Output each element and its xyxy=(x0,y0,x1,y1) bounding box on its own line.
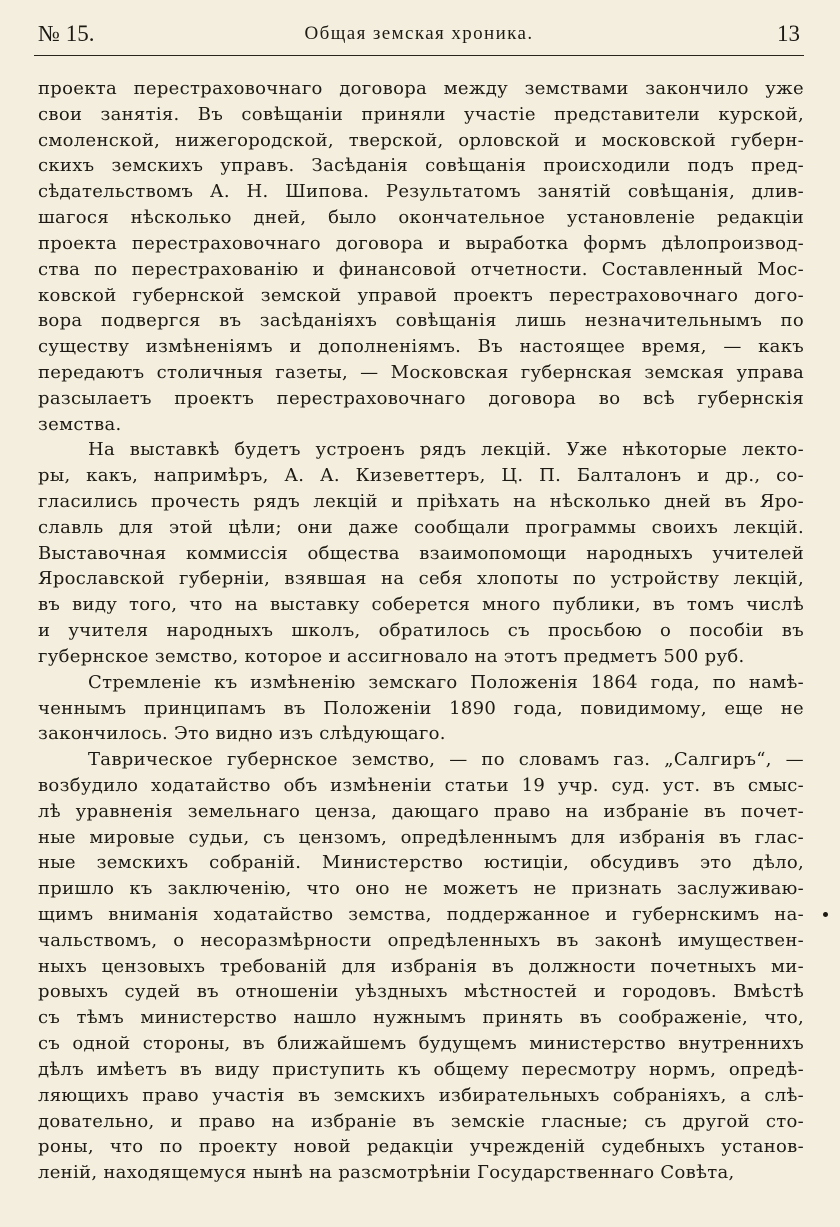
text-line: сѣдательствомъ А. Н. Шипова. Результатомъ занятій совѣщанія, длив- xyxy=(38,181,804,203)
text-line: дѣлъ имѣетъ въ виду приступить къ общему пересмотру нормъ, опредѣ- xyxy=(38,1058,804,1080)
text-line: Стремленіе къ измѣненію земскаго Положенія 1864 года, по намѣ- xyxy=(88,671,804,693)
text-line: земства. xyxy=(38,413,122,435)
text-line: существу измѣненіямъ и дополненіямъ. Въ настоящее время, — какъ xyxy=(38,336,804,358)
text-line: смоленской, нижегородской, тверской, орловской и московской губерн- xyxy=(38,129,804,151)
text-line: ныхъ цензовыхъ требованій для избранія въ должности почетныхъ ми- xyxy=(38,955,804,977)
text-line: щимъ вниманія ходатайство земства, поддержанное и губернскимъ на- xyxy=(38,904,804,925)
text-line: разсылаетъ проектъ перестраховочнаго договора во всѣ губернскія xyxy=(38,387,804,409)
text-line: ковской губернской земской управой проектъ перестраховочнаго дого- xyxy=(38,284,804,306)
text-line: ры, какъ, напримѣръ, А. А. Кизеветтеръ, Ц. П. Балталонъ и др., со- xyxy=(38,465,804,487)
running-header xyxy=(38,14,800,54)
text-line: въ виду того, что на выставку соберется много публики, въ томъ числѣ xyxy=(38,594,804,616)
text-line: скихъ земскихъ управъ. Засѣданія совѣщанія происходили подъ пред- xyxy=(38,155,804,177)
text-line: съ тѣмъ министерство нашло нужнымъ принять въ соображеніе, что, xyxy=(38,1007,804,1029)
margin-mark xyxy=(823,912,828,917)
text-line: леній, находящемуся нынѣ на разсмотрѣніи Государственнаго Совѣта, xyxy=(38,1162,735,1184)
text-line: свои занятія. Въ совѣщаніи приняли участіе представители курской, xyxy=(38,103,804,125)
text-line: съ одной стороны, въ ближайшемъ будущемъ министерство внутреннихъ xyxy=(38,1033,804,1055)
text-line: Таврическое губернское земство, — по словамъ газ. „Салгиръ“, — xyxy=(88,749,804,771)
text-line: ляющихъ право участія въ земскихъ избирательныхъ собраніяхъ, а слѣ- xyxy=(38,1084,804,1106)
text-line: ченнымъ принципамъ въ Положеніи 1890 года, повидимому, еще не xyxy=(38,697,804,719)
text-line: довательно, и право на избраніе въ земскіе гласные; съ другой сто- xyxy=(38,1110,804,1132)
text-line: На выставкѣ будетъ устроенъ рядъ лекцій. Уже нѣкоторые лекто- xyxy=(88,439,804,461)
text-line: лѣ уравненія земельнаго ценза, дающаго право на избраніе въ почет- xyxy=(38,800,804,822)
text-line: ные земскихъ собраній. Министерство юстиціи, обсудивъ это дѣло, xyxy=(38,852,804,874)
text-line: ные мировые судьи, съ цензомъ, опредѣленнымъ для избранія въ глас- xyxy=(38,826,804,848)
text-line: губернское земство, которое и ассигновало на этотъ предметъ 500 руб. xyxy=(38,645,745,667)
text-line: Ярославской губерніи, взявшая на себя хлопоты по устройству лекцій, xyxy=(38,568,804,590)
page-number: 13 xyxy=(777,21,800,46)
text-line: Выставочная коммиссія общества взаимопомощи народныхъ учителей xyxy=(38,542,804,564)
text-line: ства по перестрахованію и финансовой отчетности. Составленный Мос- xyxy=(38,258,804,280)
text-line: шагося нѣсколько дней, было окончательное установленіе редакціи xyxy=(38,207,804,229)
text-line: роны, что по проекту новой редакціи учрежденій судебныхъ установ- xyxy=(38,1136,804,1158)
text-line: проекта перестраховочнаго договора между земствами закончило уже xyxy=(38,78,804,99)
section-title: Общая земская хроника. xyxy=(304,23,534,44)
header-rule xyxy=(34,55,804,56)
text-line: пришло къ заключенію, что оно не можетъ не признать заслуживаю- xyxy=(38,878,804,900)
text-line: гласились прочесть рядъ лекцій и пріѣхать на нѣсколько дней въ Яро- xyxy=(38,491,804,512)
text-line: и учителя народныхъ школъ, обратилось съ просьбою о пособіи въ xyxy=(38,620,804,642)
text-line: возбудило ходатайство объ измѣненіи статьи 19 учр. суд. уст. въ смыс- xyxy=(38,774,804,796)
text-line: проекта перестраховочнаго договора и выработка формъ дѣлопроизвод- xyxy=(38,232,804,254)
text-line: передаютъ столичныя газеты, — Московская губернская земская управа xyxy=(38,361,804,383)
text-line: закончилось. Это видно изъ слѣдующаго. xyxy=(38,723,446,745)
text-line: вора подвергся въ засѣданіяхъ совѣщанія лишь незначительнымъ по xyxy=(38,310,804,332)
body-text xyxy=(38,76,804,1186)
text-line: ровыхъ судей въ отношеніи уѣздныхъ мѣстностей и городовъ. Вмѣстѣ xyxy=(38,981,804,1003)
text-line: славль для этой цѣли; они даже сообщали программы своихъ лекцій. xyxy=(38,516,804,538)
text-line: чальствомъ, о несоразмѣрности опредѣленныхъ въ законѣ имуществен- xyxy=(38,929,804,951)
issue-number: № 15. xyxy=(38,21,95,46)
